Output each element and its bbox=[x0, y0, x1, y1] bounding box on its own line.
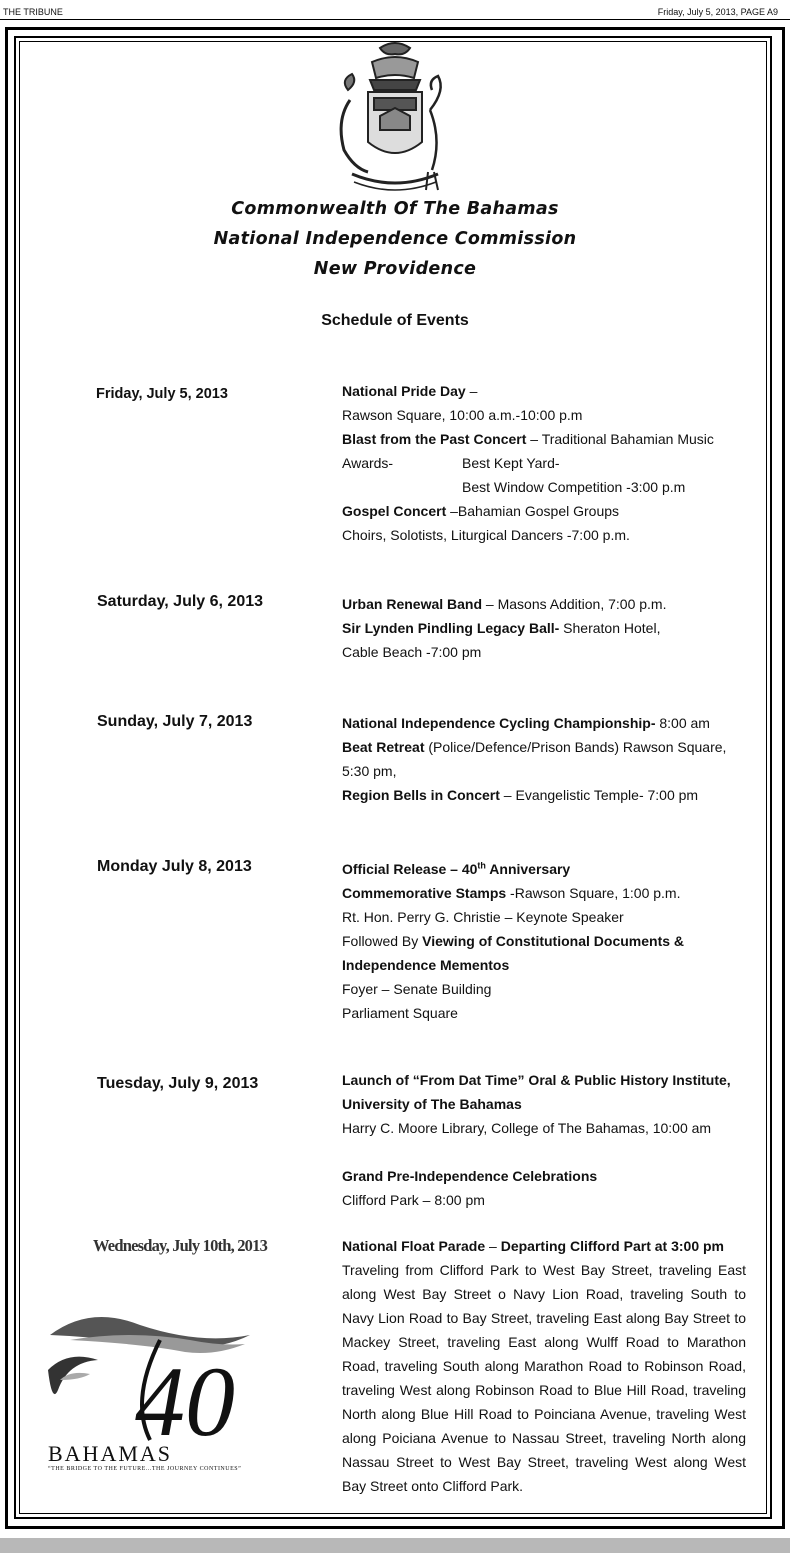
masthead bbox=[0, 0, 790, 20]
day-sunday: Sunday, July 7, 2013 bbox=[97, 713, 253, 730]
footer-bar bbox=[0, 1538, 790, 1553]
logo-country: BAHAMAS bbox=[48, 1441, 173, 1466]
paper-name: THE TRIBUNE bbox=[3, 7, 63, 17]
header-commission: National Independence Commission bbox=[213, 229, 577, 249]
header-island: New Providence bbox=[313, 259, 477, 279]
events-wednesday: National Float Parade – Departing Clifford Part at 3:00 pm Traveling from Clifford Park to West Bay Street, traveling East along West Bay Street o Navy Lion Road, traveling South to Navy Lion Road to Bay Street, traveling East along Bay Street to Mackey Street, traveling East along Wulff Road to Marathon Road, traveling South along Marathon Road to Robinson Road, traveling West along Robinson Road to Blue Hill Road, traveling North along Blue Hill Road to Poinciana Avenue, traveling West along Poiciana Avenue to Nassau Street, traveling North along Nassau Street to West Bay Street, traveling West along West Bay Street onto Clifford Park. bbox=[342, 1234, 746, 1498]
events-sunday: National Independence Cycling Championship- 8:00 am Beat Retreat (Police/Defence/Prison Bands) Rawson Square, 5:30 pm, Region Bells in Concert – Evangelistic Temple- 7:00 pm bbox=[342, 715, 727, 803]
events-monday: Official Release – 40th Anniversary Commemorative Stamps -Rawson Square, 1:00 p.m. Rt. Hon. Perry G. Christie – Keynote Speaker Followed By Viewing of Constitutional Documents & Independence Mementos Foyer – Senate Building Parliament Square bbox=[342, 860, 685, 1021]
events-friday: National Pride Day – Rawson Square, 10:00 a.m.-10:00 p.m Blast from the Past Concert – Traditional Bahamian Music Awards- Best Kept Yard- Best Window Competition -3:00 p.m Gospel Concert –Bahamian Gospel Groups Choirs, Solotists, Liturgical Dancers -7:00 p.m. bbox=[342, 383, 714, 543]
logo-tagline: “THE BRIDGE TO THE FUTURE...THE JOURNEY CONTINUES” bbox=[48, 1466, 242, 1472]
logo-number: 40 bbox=[135, 1346, 235, 1445]
day-wednesday: Wednesday, July 10th, 2013 bbox=[93, 1236, 268, 1255]
events-tuesday: Launch of “From Dat Time” Oral & Public History Institute, University of The Bahamas Harry C. Moore Library, College of The Bahamas, 10:00 am Grand Pre-Independence Celebrations Clifford Park – 8:00 pm bbox=[342, 1072, 731, 1208]
page-dateline: Friday, July 5, 2013, PAGE A9 bbox=[657, 7, 778, 17]
masthead-rule bbox=[0, 19, 790, 20]
coat-of-arms-icon bbox=[330, 40, 460, 198]
parade-route: Traveling from Clifford Park to West Bay Street, traveling East along West Bay Street o Navy Lion Road, traveling South to Navy Lion Road to Bay Street, traveling East along Bay Street to Mackey Street, traveling East along Wulff Road to Marathon Road, traveling South along Marathon Road to Robinson Road, traveling West along Robinson Road to Blue Hill Road, traveling North along Blue Hill Road to Poinciana Avenue, traveling West along Poiciana Avenue to Nassau Street, traveling North along Nassau Street to West Bay Street, traveling West along West Bay Street onto Clifford Park. bbox=[342, 1262, 746, 1494]
bahamas-40-logo bbox=[40, 1310, 290, 1480]
schedule-title: Schedule of Events bbox=[321, 312, 469, 329]
day-saturday: Saturday, July 6, 2013 bbox=[97, 593, 264, 610]
day-friday: Friday, July 5, 2013 bbox=[96, 386, 228, 402]
events-saturday: Urban Renewal Band – Masons Addition, 7:00 p.m. Sir Lynden Pindling Legacy Ball- Sheraton Hotel, Cable Beach -7:00 pm bbox=[342, 596, 667, 660]
logo-40-graphic bbox=[40, 1310, 290, 1445]
day-monday: Monday July 8, 2013 bbox=[97, 858, 252, 875]
header-commonwealth: Commonwealth Of The Bahamas bbox=[231, 199, 559, 219]
day-tuesday: Tuesday, July 9, 2013 bbox=[97, 1075, 259, 1092]
